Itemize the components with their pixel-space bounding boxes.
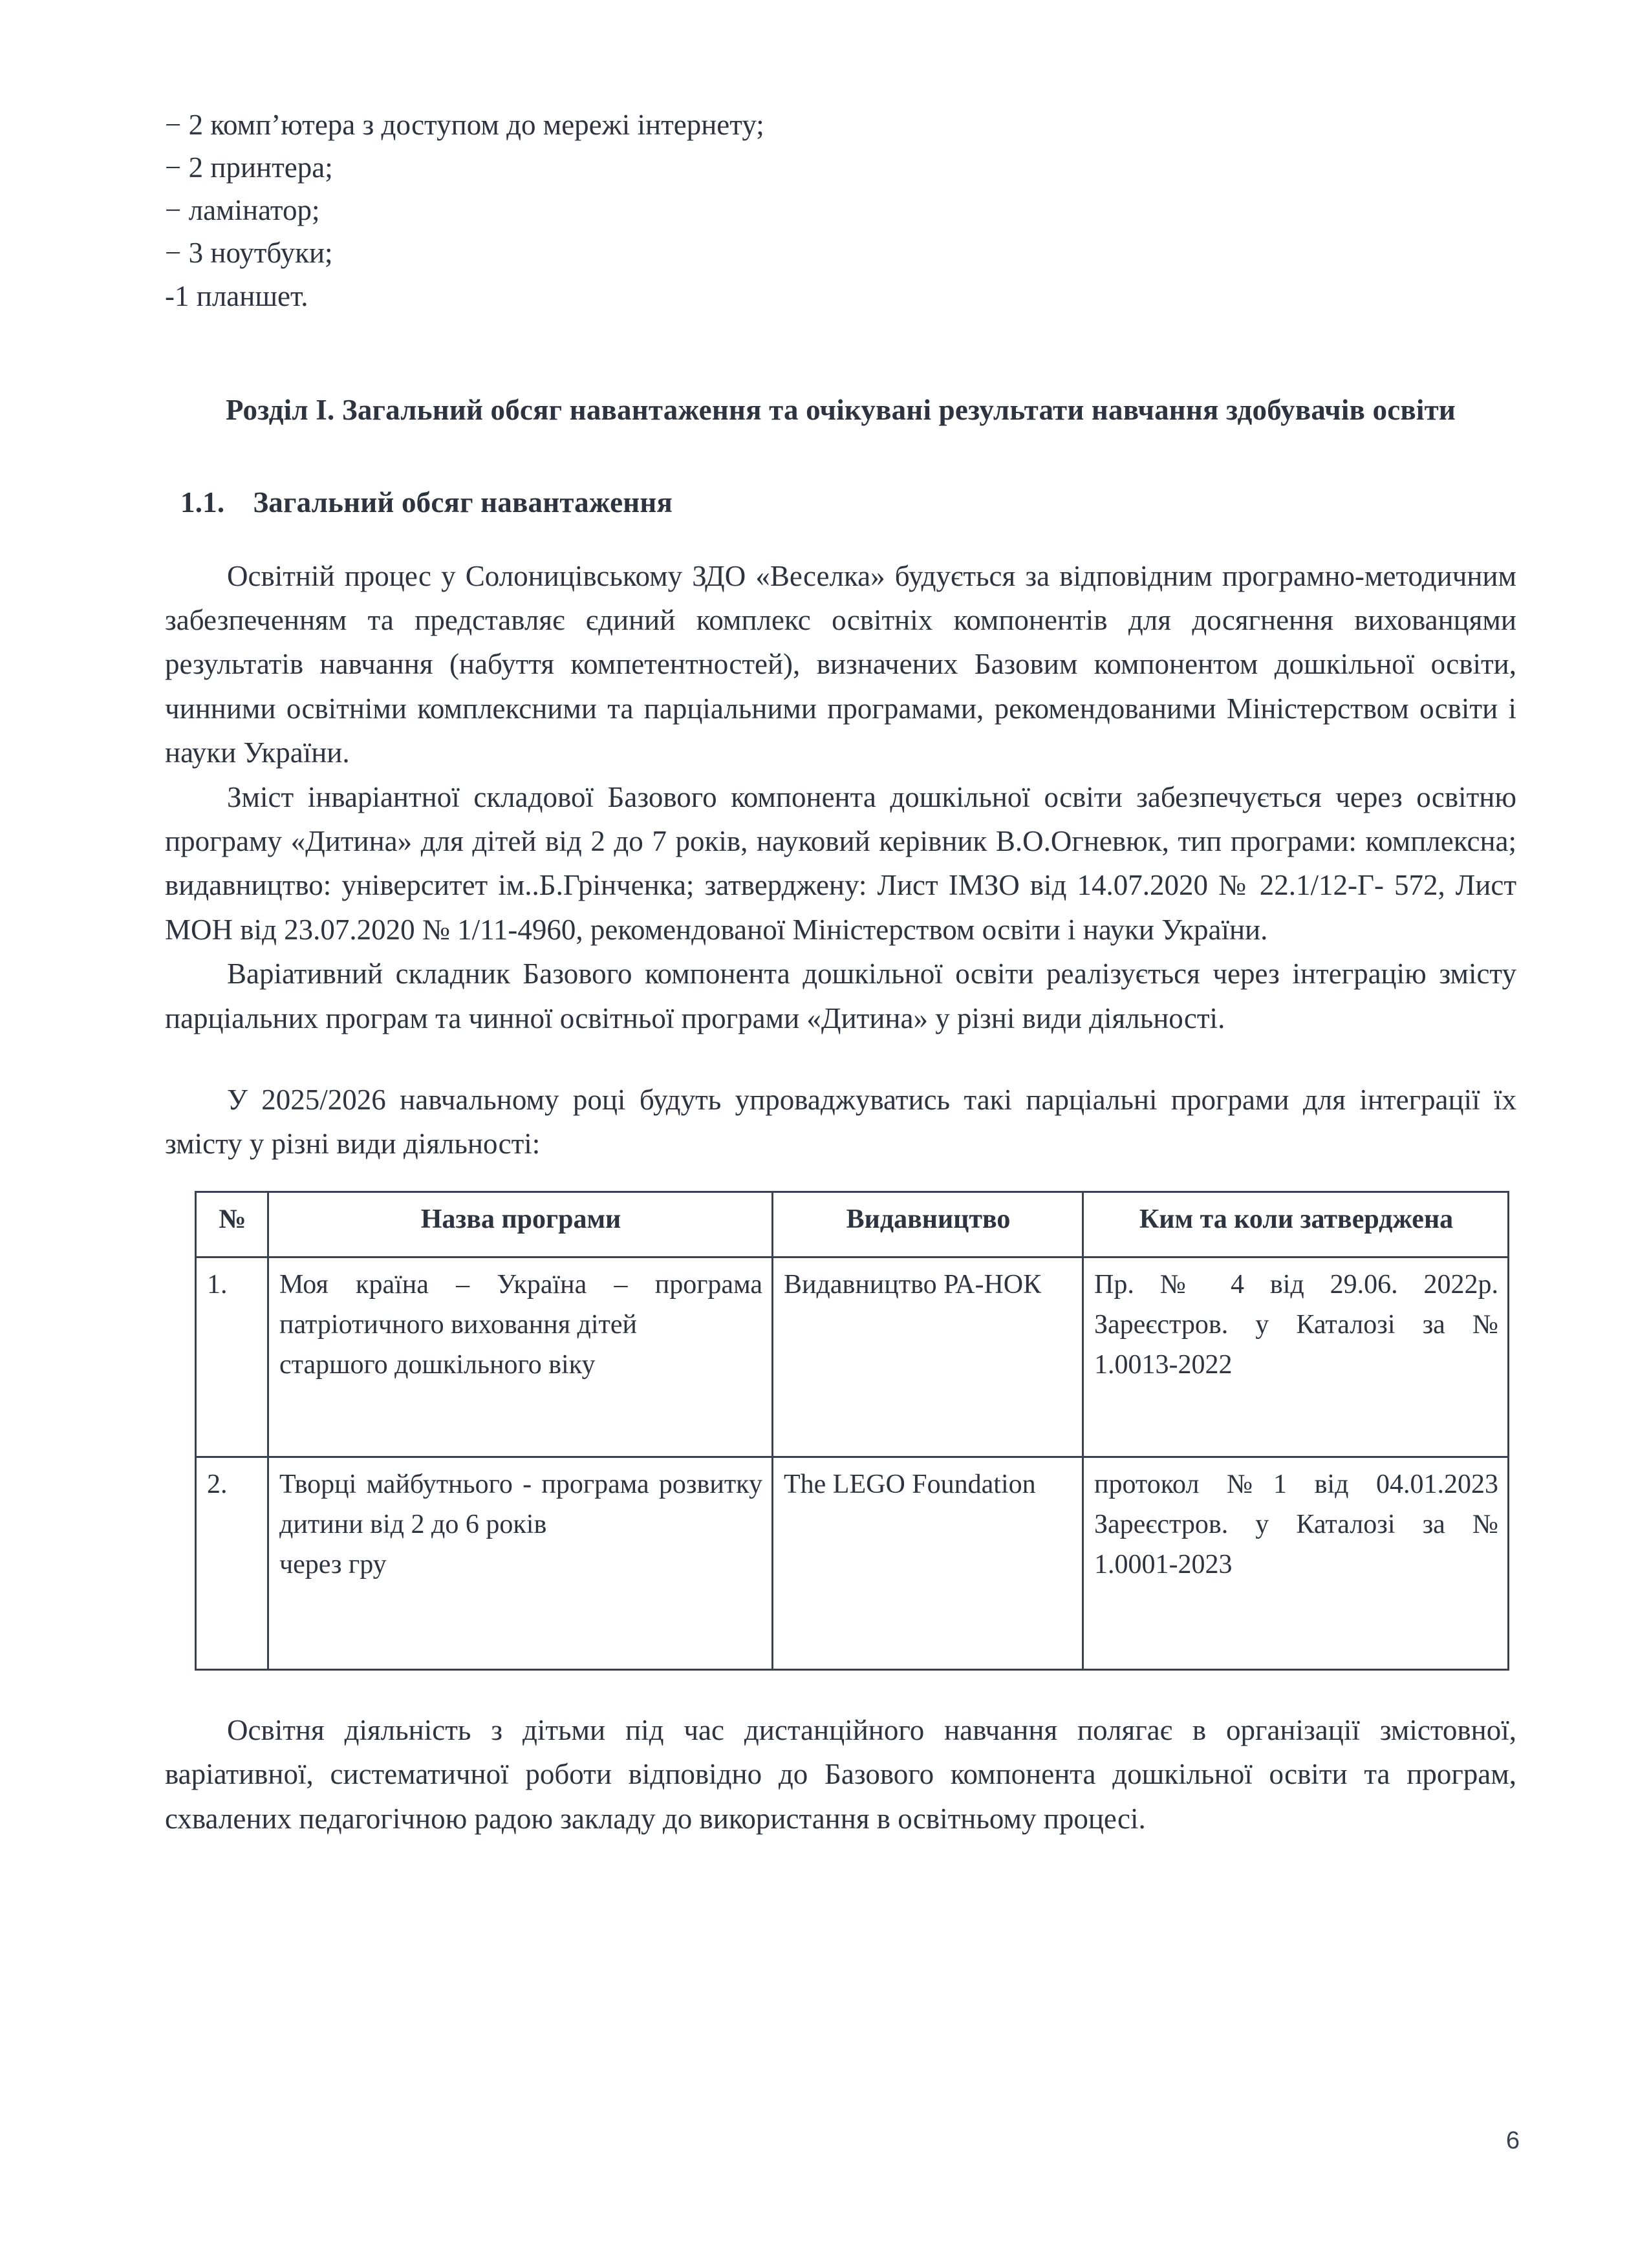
list-item: − 2 комп’ютера з доступом до мережі інтернету; [165,109,764,141]
cell-program-name [268,1257,773,1457]
equipment-list [165,103,1516,317]
table-row [196,1257,1509,1457]
subsection-title: Загальний обсяг навантаження [253,486,673,519]
program-name-main: Моя країна – Україна – програма патріотичного виховання дітей [279,1269,762,1340]
page-content [165,103,1516,1841]
paragraph-1: Освітній процес у Солоницівському ЗДО «Веселка» будується за відповідним програмно-методичним забезпеченням та представляє єдиний комплекс освітніх компонентів для досягнення вихованцями результатів навчання (набуття компетентностей), визначених Базовим компонентом дошкільної освіти, чинними освітніми комплексними та парціальними програмами, рекомендованими Міністерством освіти і науки України. [165,559,1516,769]
cell-publisher: The LEGO Foundation [773,1457,1083,1669]
subsection-number: 1.1. [180,486,225,519]
paragraph-5: Освітня діяльність з дітьми під час дистанційного навчання полягає в організації змістовної, варіативної, систематичної роботи відповідно до Базового компонента дошкільної освіти та програм, схвалених педагогічною радою закладу до використання в освітньому процесі. [165,1713,1516,1835]
column-header-publisher: Видавництво [773,1192,1083,1257]
table-row [196,1457,1509,1669]
table-header-row [196,1192,1509,1257]
cell-number: 1. [196,1257,268,1457]
program-name-extra: старшого дошкільного віку [279,1350,596,1380]
cell-approval: Пр. № 4 від 29.06. 2022р. Зареєстров. у Каталозі за № 1.0013-2022 [1083,1257,1509,1457]
column-header-number: № [196,1192,268,1257]
paragraph-2: Зміст інваріантної складової Базового компонента дошкільної освіти забезпечується через освітню програму «Дитина» для дітей від 2 до 7 років, науковий керівник В.О.Огневюк, тип програми: комплексна; видавництво: університет ім..Б.Грінченка; затверджену: Лист ІМЗО від 14.07.2020 № 22.1/12-Г- 572, Лист МОН від 23.07.2020 № 1/11-4960, рекомендованої Міністерством освіти і науки України. [165,780,1516,946]
paragraph-4: У 2025/2026 навчальному році будуть упроваджуватись такі парціальні програми для інтеграції їх змісту у різні види діяльності: [165,1083,1516,1161]
program-name-main: Творці майбутнього - програма розвитку дитини від 2 до 6 років [279,1469,762,1539]
column-header-approval: Ким та коли затверджена [1083,1192,1509,1257]
column-header-program-name: Назва програми [268,1192,773,1257]
paragraph-3: Варіативний складник Базового компонента дошкільної освіти реалізується через інтеграцію змісту парціальних програм та чинної освітньої програми «Дитина» у різні види діяльності. [165,957,1516,1034]
cell-approval: протокол №1 від 04.01.2023 Зареєстров. у Каталозі за № 1.0001-2023 [1083,1457,1509,1669]
list-item: -1 планшет. [165,279,308,312]
section-title: Розділ І. Загальний обсяг навантаження та очікувані результати навчання здобувачів освіти [225,393,1456,426]
cell-program-name [268,1457,773,1669]
program-name-extra: через гру [279,1550,387,1580]
cell-publisher: Видавництво РА-НОК [773,1257,1083,1457]
cell-number: 2. [196,1457,268,1669]
programs-table [195,1191,1509,1671]
list-item: − ламінатор; [165,194,320,227]
page-number: 6 [1505,2127,1520,2154]
list-item: − 3 ноутбуки; [165,237,333,270]
list-item: − 2 принтера; [165,151,333,184]
subsection-heading [165,486,1516,519]
